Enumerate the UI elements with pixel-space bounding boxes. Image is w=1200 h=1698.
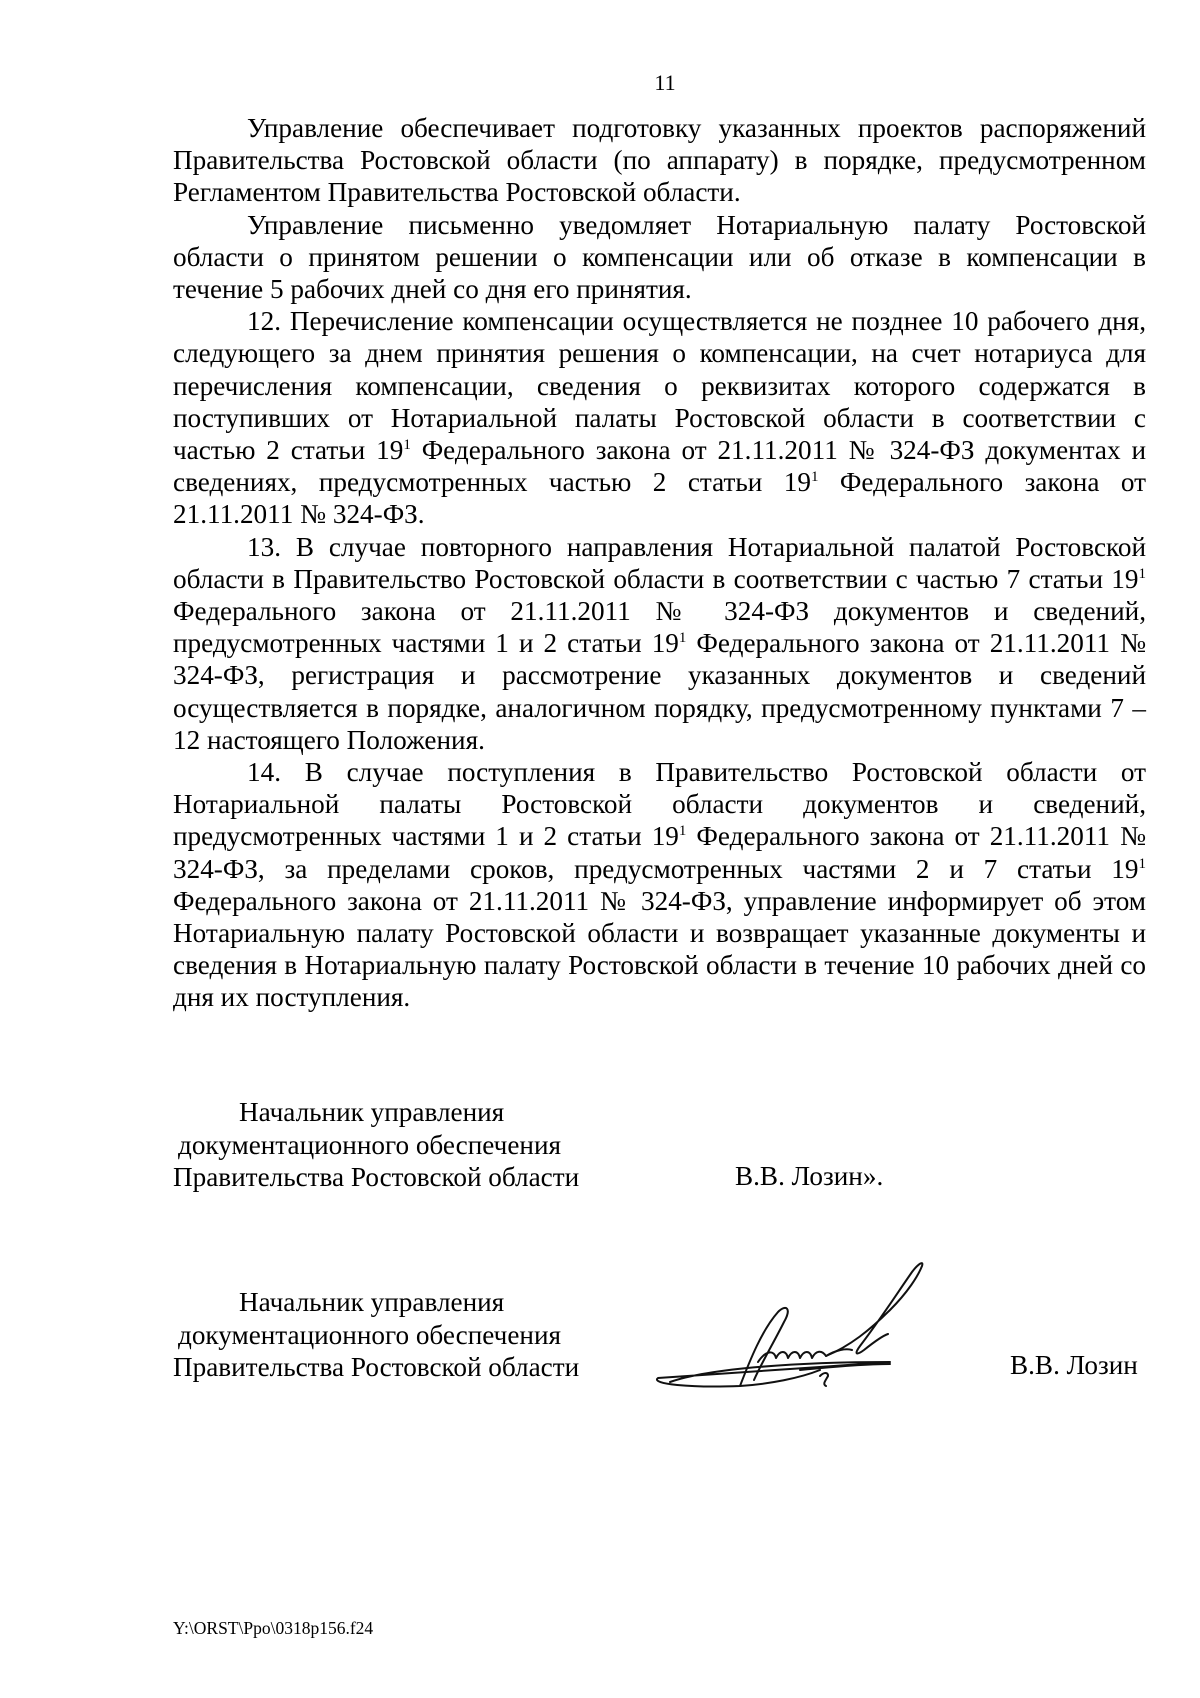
superscript: 1 [403, 436, 411, 453]
paragraph-12-part-3: Федерального закона от 21.11.2011 № 324-ФЗ. [173, 467, 1146, 530]
signatory-name-quoted: В.В. Лозин». [735, 1161, 884, 1191]
position-line-3: Правительства Ростовской области [173, 1162, 580, 1193]
paragraph-13-part-3: Федерального закона от 21.11.2011 № 324-ФЗ, регистрация и рассмотрение указанных документов и сведений осуществляется в порядке, аналогичном порядку, предусмотренному пунктами 7 – 12 настоящего Положения. [173, 628, 1147, 755]
signature-block-quoted [173, 1096, 593, 1194]
paragraph-regulation: Управление обеспечивает подготовку указанных проектов распоряжений Правительства Ростовской области (по аппарату) в порядке, предусмотренном Регламентом Правительства Ростовской области. [173, 113, 1146, 208]
paragraph-14 [173, 756, 1146, 1014]
handwritten-signature [650, 1250, 1000, 1410]
superscript: 1 [678, 823, 687, 840]
superscript: 1 [1138, 855, 1146, 872]
superscript: 1 [678, 630, 687, 647]
position-line-3: Правительства Ростовской области [173, 1352, 580, 1383]
signature-block [173, 1286, 593, 1384]
superscript: 1 [810, 469, 819, 486]
paragraph-13 [173, 531, 1146, 756]
paragraph-12 [173, 305, 1146, 530]
paragraph-14-part-2: Федерального закона от 21.11.2011 № 324-ФЗ, за пределами сроков, предусмотренных частями 2 и 7 статьи 19 [173, 821, 1147, 884]
signatory-name: В.В. Лозин [1010, 1350, 1138, 1380]
position-line-2: документационного обеспечения [178, 1129, 562, 1160]
position-line-1: Начальник управления [239, 1097, 505, 1127]
paragraph-13-part-2: Федерального закона от 21.11.2011 № 324-ФЗ документов и сведений, предусмотренных частями 1 и 2 статьи 19 [173, 596, 1146, 659]
paragraph-14-part-1: 14. В случае поступления в Правительство Ростовской области от Нотариальной палаты Ростовской области документов и сведений, предусмотренных частями 1 и 2 статьи 19 [173, 757, 1146, 852]
position-line-2: документационного обеспечения [178, 1319, 562, 1350]
paragraph-notification: Управление письменно уведомляет Нотариальную палату Ростовской области о принятом решении о компенсации или об отказе в компенсации в течение 5 рабочих дней со дня его принятия. [173, 209, 1146, 305]
paragraph-12-part-1: 12. Перечисление компенсации осуществляется не позднее 10 рабочего дня, следующего за днем принятия решения о компенсации, на счет нотариуса для перечисления компенсации, сведения о реквизитах которого содержатся в поступивших от Нотариальной палаты Ростовской области в соответствии с частью 2 статьи 19 [173, 306, 1146, 466]
document-body [173, 112, 1146, 1014]
paragraph-13-part-1: 13. В случае повторного направления Нотариальной палатой Ростовской области в Правительство Ростовской области в соответствии с частью 7 статьи 19 [173, 531, 1146, 594]
page-number: 11 [654, 70, 676, 95]
superscript: 1 [1138, 565, 1146, 582]
position-line-1: Начальник управления [239, 1287, 505, 1317]
paragraph-12-part-2: Федерального закона от 21.11.2011 № 324-ФЗ документах и сведениях, предусмотренных частью 2 статьи 19 [173, 435, 1147, 498]
file-path-footer: Y:\ORST\Ppo\0318p156.f24 [173, 1618, 374, 1638]
paragraph-14-part-3: Федерального закона от 21.11.2011 № 324-ФЗ, управление информирует об этом Нотариальную палату Ростовской области и возвращает указанные документы и сведения в Нотариальную палату Ростовской области в течение 10 рабочих дней со дня их поступления. [173, 885, 1146, 1013]
